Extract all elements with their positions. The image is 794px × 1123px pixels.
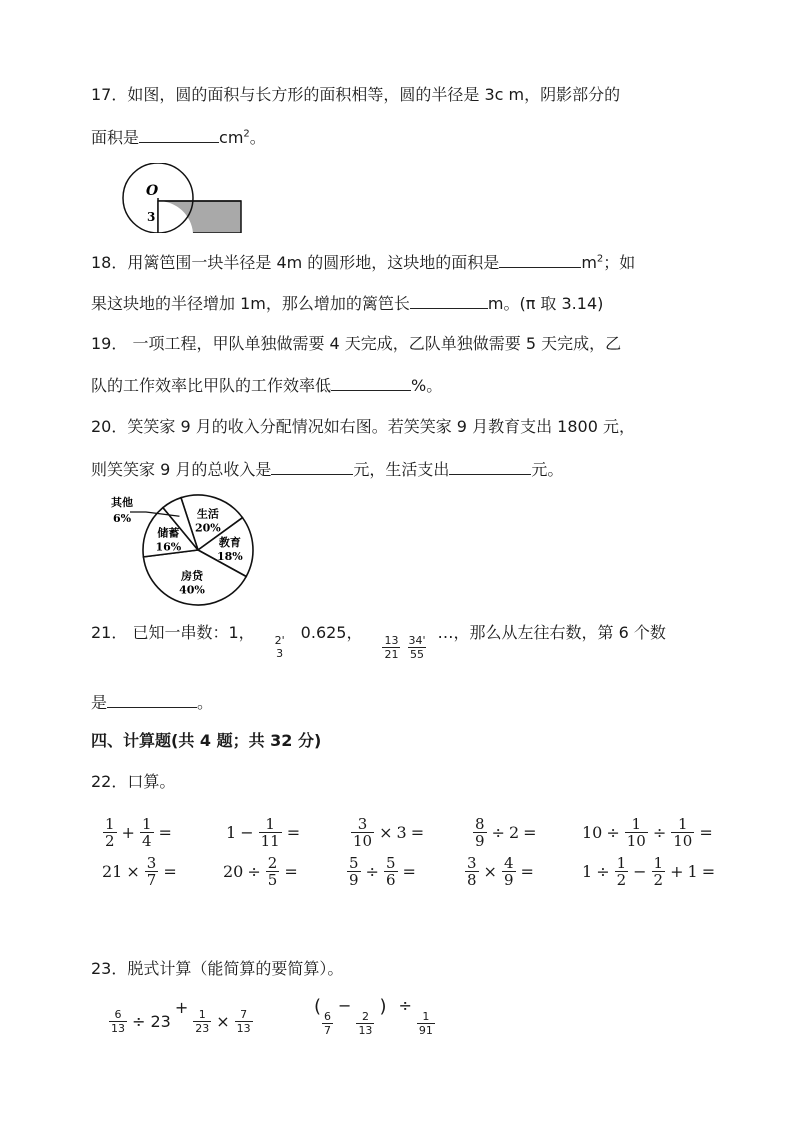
pie-slice-label: 储蓄 (157, 526, 180, 540)
answer-blank[interactable] (331, 374, 411, 391)
pie-slice-label: 其他 (111, 496, 133, 509)
mental-math-9: $\frac{3}{8}$ × $\frac{4}{9}$ = (467, 854, 534, 889)
pie-slice-label: 教育 (218, 535, 241, 549)
pie-slice-value: 20% (194, 521, 221, 535)
mental-math-3: $\frac{3}{10}$ × 3 = (353, 815, 425, 850)
mental-math-5: 10 ÷ $\frac{1}{10}$ ÷ $\frac{1}{10}$ = (582, 815, 713, 850)
circle-rectangle-figure (115, 163, 250, 233)
center-label: O (146, 183, 159, 199)
pie-slice-value: 6% (112, 512, 132, 525)
calc-expression-2: ( $\frac{6}{7}$ − $\frac{2}{13}$ ) ÷ $\frac{1}{91}$ (314, 996, 433, 1037)
calc-expression-1: $\frac{6}{13}$ ÷ 23 + $\frac{1}{23}$ × $\frac{7}{13}$ (111, 998, 251, 1035)
mental-math-10: 1 ÷ $\frac{1}{2}$ − $\frac{1}{2}$ + 1 = (582, 854, 716, 889)
q23-title: 23．脱式计算（能简算的要简算）。 (91, 959, 344, 978)
pie-slice-label: 房贷 (181, 569, 204, 583)
q18-line2: 果这块地的半径增加 1m，那么增加的篱笆长 m。(π 取 3.14) (91, 294, 604, 313)
q22-title: 22．口算。 (91, 772, 176, 791)
q19-line1: 19． 一项工程，甲队单独做需要 4 天完成，乙队单独做需要 5 天完成，乙 (91, 334, 622, 353)
fraction: 2' 3 (274, 634, 285, 660)
pie-slice-label: 生活 (196, 507, 219, 521)
section-heading: 四、计算题(共 4 题；共 32 分) (91, 731, 322, 750)
q18-line1: 18．用篱笆围一块半径是 4m 的圆形地，这块地的面积是 $m^2$；如 (91, 253, 636, 272)
pie-slice-value: 18% (216, 549, 243, 563)
fraction: $\frac{34'}{55}$ (408, 634, 426, 661)
pie-slice-value: 40% (179, 583, 205, 597)
q21-line1: 21． 已知一串数：1， 2' 3 0.625， $\frac{13}{21}$ $\frac{34'}{55}$ …，那么从左往右数，第 6 个数 (91, 623, 666, 661)
q21-line2: 是 。 (91, 693, 214, 712)
q17-line2: 面积是 $cm^2$。 (91, 128, 266, 147)
income-pie-chart (110, 492, 260, 608)
mental-math-4: $\frac{8}{9}$ ÷ 2 = (475, 815, 537, 850)
answer-blank[interactable] (499, 251, 581, 268)
answer-blank[interactable] (139, 126, 219, 143)
mental-math-6: 21 × $\frac{3}{7}$ = (102, 854, 177, 889)
mental-math-2: 1 − $\frac{1}{11}$ = (226, 815, 301, 850)
answer-blank[interactable] (410, 292, 488, 309)
mental-math-1: $\frac{1}{2}$ + $\frac{1}{4}$ = (105, 815, 172, 850)
answer-blank[interactable] (271, 458, 353, 475)
answer-blank[interactable] (449, 458, 531, 475)
mental-math-8: $\frac{5}{9}$ ÷ $\frac{5}{6}$ = (349, 854, 416, 889)
radius-label: 3 (147, 210, 156, 224)
answer-blank[interactable] (107, 691, 197, 708)
q19-line2: 队的工作效率比甲队的工作效率低 %。 (91, 376, 443, 395)
q17-line1: 17．如图，圆的面积与长方形的面积相等，圆的半径是 3c m，阴影部分的 (91, 85, 621, 104)
mental-math-7: 20 ÷ $\frac{2}{5}$ = (223, 854, 298, 889)
q20-line2: 则笑笑家 9 月的总收入是 元，生活支出 元。 (91, 460, 564, 479)
fraction: $\frac{13}{21}$ (384, 634, 399, 661)
q20-line1: 20．笑笑家 9 月的收入分配情况如右图。若笑笑家 9 月教育支出 1800 元， (91, 417, 635, 436)
pie-slice-value: 16% (155, 540, 182, 554)
